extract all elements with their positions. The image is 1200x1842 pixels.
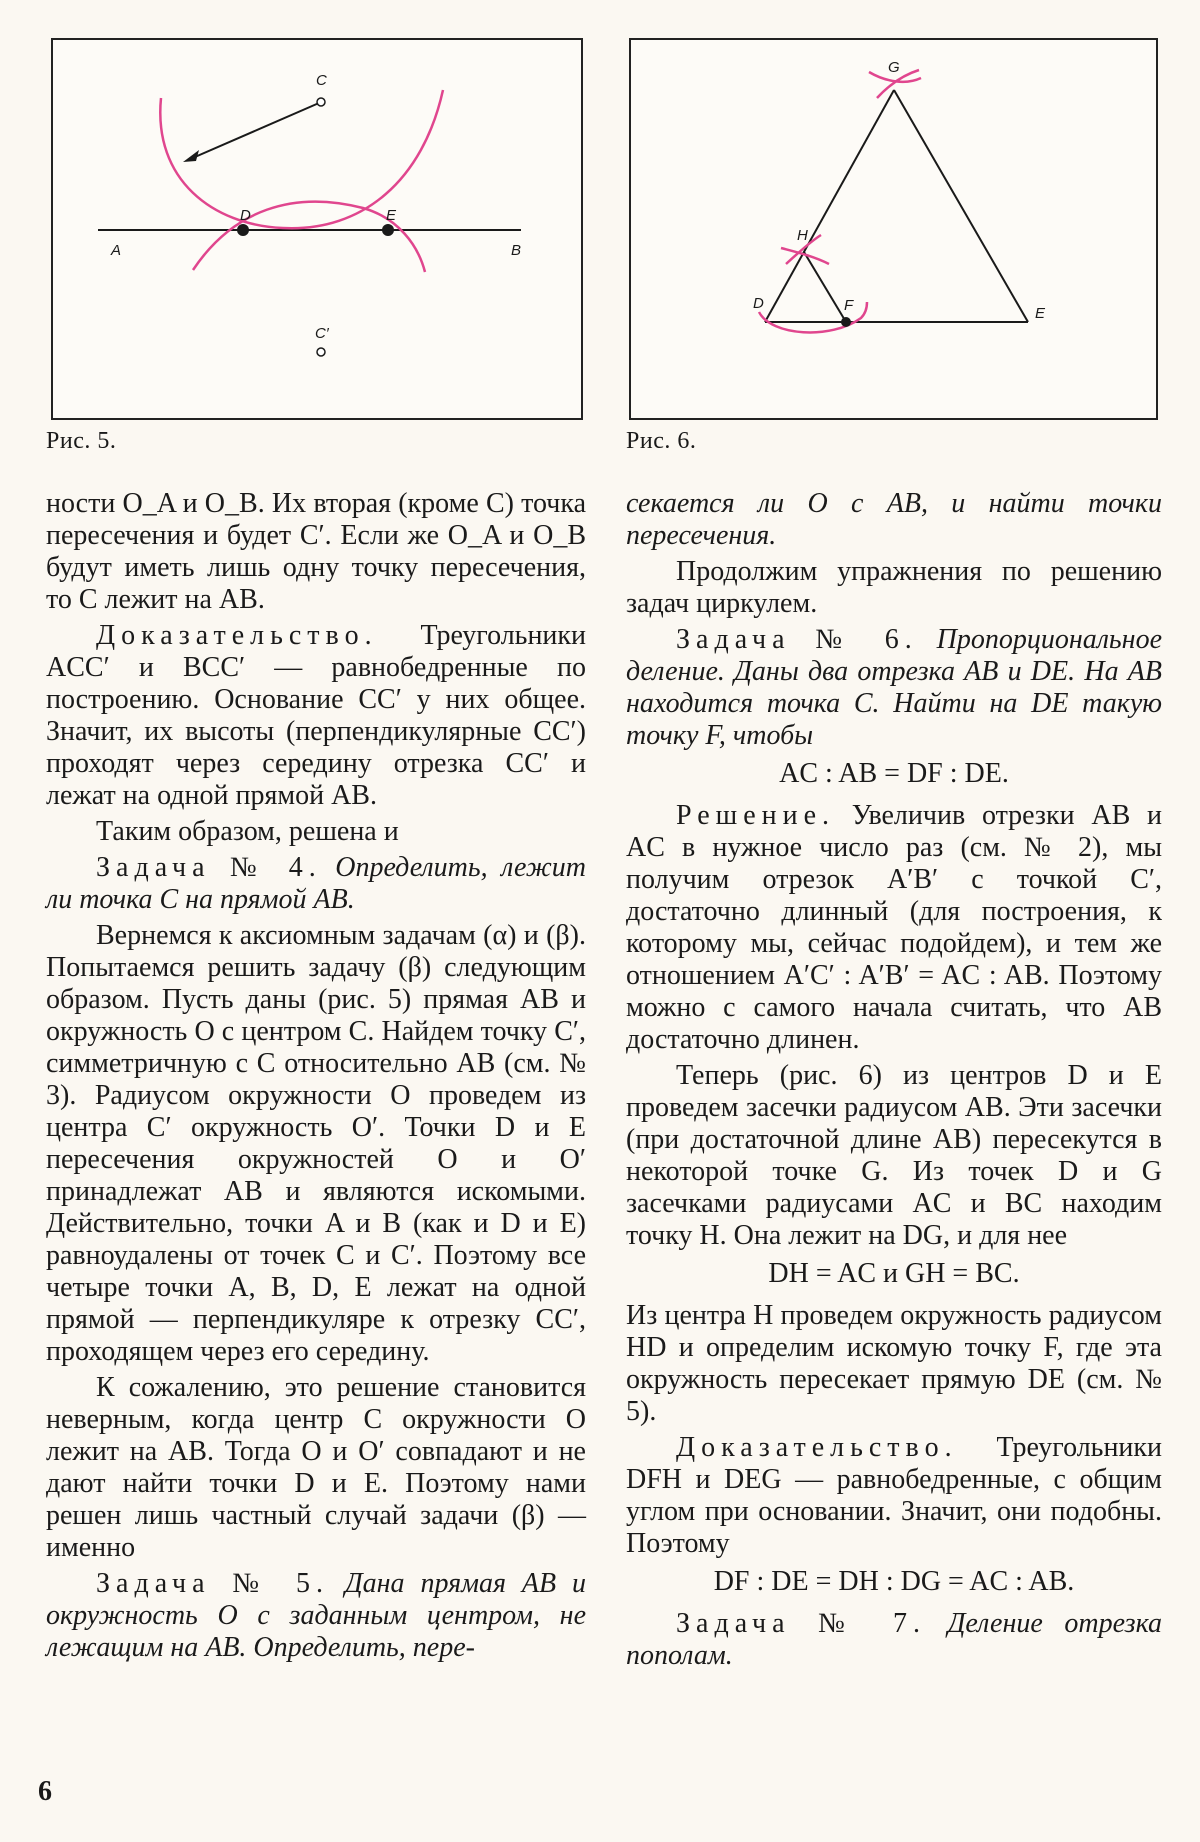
task-text: Деление отрезка пополам. — [626, 1608, 1162, 1671]
segment-dg — [765, 90, 894, 322]
paragraph: секается ли O с AB, и найти точки пересечения. — [626, 488, 1162, 551]
point-d — [237, 224, 249, 236]
page-number: 6 — [38, 1776, 52, 1807]
label-h: H — [797, 227, 808, 244]
point-f — [841, 317, 851, 327]
paragraph: ности O_A и O_B. Их вторая (кроме C) точка пересечения и будет C′. Если же O_A и O_B будут иметь лишь одну точку пересечения, то C лежит на AB. — [46, 488, 586, 615]
label-e6: E — [1035, 305, 1046, 322]
label-a: A — [111, 242, 122, 259]
figure-5-drawing — [53, 40, 581, 418]
paragraph — [626, 1432, 1162, 1560]
left-column — [46, 488, 586, 1668]
point-c-prime — [317, 348, 325, 356]
task-heading: Задача № 7. — [676, 1608, 927, 1639]
paragraph: Таким образом, решена и — [96, 816, 399, 847]
paragraph — [46, 620, 586, 812]
label-c: C — [316, 72, 327, 89]
paragraph-text: Увеличив отрезки AB и AC в нужное число раз (см. № 2), мы получим отрезок A′B′ с точкой C′, достаточно длинный (для построения, к которому мы, сейчас подойдем), и тем же отношением A′C′ : A′B′ = AC : AB. Поэтому можно с самого начала считать, что AB достаточно длинен. — [626, 800, 1162, 1055]
paragraph: К сожалению, это решение становится неверным, когда центр C окружности O лежит на AB. Тогда O и O′ совпадают и не дают найти точки D и E. Поэтому нами решен лишь частный случай задачи (β) — именно — [46, 1372, 586, 1563]
proof-heading: Доказательство. — [676, 1432, 958, 1463]
label-d: D — [240, 207, 251, 224]
task-text: Дана прямая AB и окружность O с заданным центром, не лежащим на AB. Определить, пере- — [46, 1568, 587, 1663]
paragraph: Продолжим упражнения по решению задач циркулем. — [626, 556, 1162, 619]
formula: AC : AB = DF : DE. — [779, 758, 1009, 789]
label-g: G — [888, 59, 900, 76]
segment-ge — [894, 90, 1028, 322]
label-d6: D — [753, 295, 764, 312]
figure-5-caption: Рис. 5. — [46, 428, 117, 454]
solution-heading: Решение. — [676, 800, 836, 831]
formula: DF : DE = DH : DG = AC : AB. — [713, 1566, 1075, 1597]
paragraph — [626, 624, 1162, 752]
label-f: F — [844, 297, 854, 314]
figure-5 — [51, 38, 583, 420]
right-column — [626, 488, 1162, 1676]
label-b: B — [511, 242, 522, 259]
figure-6 — [629, 38, 1158, 420]
arrow-head — [183, 150, 199, 162]
paragraph — [46, 852, 586, 916]
paragraph-text: Треугольники ACC′ и BCC′ — равнобедренные по построению. Основание CC′ у них общее. Значит, их высоты (перпендикулярные CC′) проходят через середину отрезка CC′ и лежат на одной прямой AB. — [46, 620, 586, 811]
formula: DH = AC и GH = BC. — [768, 1258, 1020, 1289]
paragraph — [626, 800, 1162, 1056]
point-e — [382, 224, 394, 236]
paragraph — [626, 1608, 1162, 1672]
proof-heading: Доказательство. — [96, 620, 378, 651]
figure-6-caption: Рис. 6. — [626, 428, 697, 454]
paragraph: Вернемся к аксиомным задачам (α) и (β). Попытаемся решить задачу (β) следующим образом. Пусть даны (рис. 5) прямая AB и окружность O с центром C. Найдем точку C′, симметричную с C относительно AB (см. № 3). Радиусом окружности O проведем из центра C′ окружность O′. Точки D и E пересечения окружностей O и O′ принадлежат AB и являются искомыми. Действительно, точки A и B (как и D и E) равноудалены от точек C и C′. Поэтому все четыре точки A, B, D, E лежат на одной прямой — перпендикуляре к отрезку CC′, проходящем через его середину. — [46, 920, 586, 1367]
label-c-prime: C′ — [315, 325, 329, 342]
paragraph: Теперь (рис. 6) из центров D и E проведем засечки радиусом AB. Эти засечки (при достаточной длине AB) пересекутся в некоторой точке G. Из точек D и G засечками радиусами AC и BC находим точку H. Она лежит на DG, и для нее — [626, 1060, 1162, 1251]
task-heading: Задача № 4. — [96, 852, 322, 883]
figure-6-drawing — [631, 40, 1156, 418]
task-heading: Задача № 6. — [676, 624, 918, 655]
task-text: Пропорциональное деление. Даны два отрезка AB и DE. На AB находится точка C. Найти на DE такую точку F, чтобы — [626, 624, 1162, 751]
task-text: Определить, лежит ли точка C на прямой AB. — [46, 852, 586, 915]
paragraph: Из центра H проведем окружность радиусом HD и определим искомую точку F, где эта окружность пересекает прямую DE (см. № 5). — [626, 1300, 1162, 1427]
paragraph — [46, 1568, 586, 1664]
radius-arrow — [188, 103, 319, 160]
paragraph-text: Треугольники DFH и DEG — равнобедренные, с общим углом при основании. Значит, они подобны. Поэтому — [626, 1432, 1162, 1559]
task-heading: Задача № 5. — [96, 1568, 329, 1599]
label-e: E — [386, 207, 397, 224]
point-c — [317, 98, 325, 106]
